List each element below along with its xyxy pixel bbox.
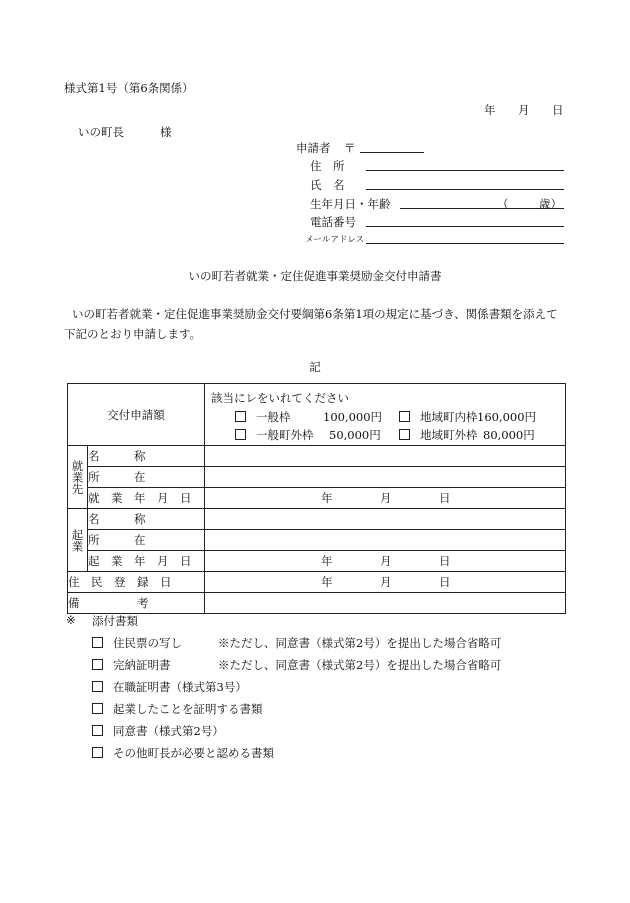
resident-label-cell <box>68 572 205 593</box>
attachment-checkbox[interactable] <box>92 637 103 648</box>
applicant-heading: 申請者 <box>296 141 331 155</box>
remarks-label: 備 考 <box>68 596 149 610</box>
date-year-label: 年 <box>484 103 496 117</box>
employment-date-label: 就 業 年 月 日 <box>88 491 192 505</box>
remarks-label-cell <box>68 593 205 614</box>
startup-location-field[interactable] <box>205 530 566 551</box>
attachment-item <box>92 745 274 761</box>
address-label: 住 所 <box>310 159 345 173</box>
startup-name-field[interactable] <box>205 509 566 530</box>
employment-date-label-cell <box>88 488 205 509</box>
employment-month: 月 <box>380 491 392 505</box>
date-day-label: 日 <box>552 103 564 117</box>
attachment-item <box>92 723 224 739</box>
option-local-in-amount: 160,000円 <box>477 410 537 424</box>
attachment-note: ※ただし、同意書（様式第2号）を提出した場合省略可 <box>218 636 502 650</box>
attachment-label: 起業したことを証明する書類 <box>113 702 263 716</box>
startup-month: 月 <box>380 554 392 568</box>
attachment-label: 住民票の写し <box>113 636 182 650</box>
attachment-item <box>92 701 263 717</box>
phone-label: 電話番号 <box>310 215 356 229</box>
form-number: 様式第1号（第6条関係） <box>64 81 194 95</box>
check-instruction: 該当にレをいれてください <box>211 391 349 405</box>
attachment-note: ※ただし、同意書（様式第2号）を提出した場合省略可 <box>218 658 502 672</box>
option-general-out-checkbox[interactable] <box>235 429 246 440</box>
employment-name-label: 名 称 <box>88 449 146 463</box>
postal-code-field[interactable] <box>360 152 424 153</box>
option-general[interactable] <box>235 409 291 425</box>
option-local-out-checkbox[interactable] <box>399 429 410 440</box>
attachment-item <box>92 657 171 673</box>
employment-year: 年 <box>321 491 333 505</box>
option-general-label: 一般枠 <box>256 410 291 424</box>
employment-group-label: 就業先 <box>68 446 88 509</box>
attachment-item <box>92 679 247 695</box>
attachment-checkbox[interactable] <box>92 725 103 736</box>
postal-mark: 〒 <box>344 141 356 155</box>
birth-age-label: 生年月日・年齢 <box>310 197 391 211</box>
startup-location-label-cell <box>88 530 205 551</box>
amount-label: 交付申請額 <box>107 407 165 422</box>
attachment-item <box>92 635 182 651</box>
startup-date-field[interactable] <box>205 551 566 572</box>
option-local-in-label: 地域町内枠 <box>420 410 478 424</box>
option-local-out-label: 地域町外枠 <box>420 428 478 442</box>
employment-name-label-cell <box>88 446 205 467</box>
startup-name-label-cell <box>88 509 205 530</box>
attachment-label: 完納証明書 <box>113 658 171 672</box>
phone-field[interactable] <box>366 226 564 227</box>
application-table <box>67 383 566 614</box>
option-general-out-amount: 50,000円 <box>329 428 381 442</box>
resident-date-field[interactable] <box>205 572 566 593</box>
address-field[interactable] <box>366 170 564 171</box>
attachments-heading: 添付書類 <box>92 614 138 628</box>
option-general-out-label: 一般町外枠 <box>256 428 314 442</box>
option-local-in-checkbox[interactable] <box>399 411 410 422</box>
startup-location-label: 所 在 <box>88 533 146 547</box>
addressee-name: いの町長 <box>78 125 124 139</box>
email-label: メールアドレス <box>305 235 365 245</box>
option-local-in[interactable] <box>399 409 478 425</box>
attachment-checkbox[interactable] <box>92 703 103 714</box>
employment-location-label-cell <box>88 467 205 488</box>
attachment-label: 同意書（様式第2号） <box>113 724 224 738</box>
employment-location-label: 所 在 <box>88 470 146 484</box>
attachment-checkbox[interactable] <box>92 747 103 758</box>
startup-day: 日 <box>439 554 451 568</box>
employment-location-field[interactable] <box>205 467 566 488</box>
resident-month: 月 <box>380 575 392 589</box>
startup-date-label: 起 業 年 月 日 <box>88 554 192 568</box>
option-general-amount: 100,000円 <box>323 410 383 424</box>
employment-date-field[interactable] <box>205 488 566 509</box>
attachment-checkbox[interactable] <box>92 681 103 692</box>
addressee-honorific: 様 <box>160 125 172 139</box>
resident-day: 日 <box>439 575 451 589</box>
body-line-2: 下記のとおり申請します。 <box>64 327 202 341</box>
startup-group-label: 起業 <box>68 509 88 572</box>
attachment-label: 在職証明書（様式第3号） <box>113 680 247 694</box>
age-open-paren: （ <box>497 197 509 211</box>
attachments-mark: ※ <box>66 613 76 627</box>
employment-day: 日 <box>439 491 451 505</box>
amount-label-cell <box>68 384 205 446</box>
option-general-checkbox[interactable] <box>235 411 246 422</box>
date-month-label: 月 <box>518 103 530 117</box>
resident-registration-label: 住 民 登 録 日 <box>68 575 172 589</box>
name-label: 氏 名 <box>310 178 345 192</box>
resident-year: 年 <box>321 575 333 589</box>
remarks-field[interactable] <box>205 593 566 614</box>
employment-name-field[interactable] <box>205 446 566 467</box>
startup-date-label-cell <box>88 551 205 572</box>
startup-name-label: 名 称 <box>88 512 146 526</box>
body-line-1: いの町若者就業・定住促進事業奨励金交付要綱第6条第1項の規定に基づき、関係書類を添えて <box>72 307 558 321</box>
ki-heading: 記 <box>309 360 321 374</box>
age-close: 歳） <box>539 197 562 211</box>
email-field[interactable] <box>366 243 564 244</box>
option-local-out-amount: 80,000円 <box>483 428 535 442</box>
startup-year: 年 <box>321 554 333 568</box>
option-general-out[interactable] <box>235 427 314 443</box>
attachment-checkbox[interactable] <box>92 659 103 670</box>
document-title: いの町若者就業・定住促進事業奨励金交付申請書 <box>188 269 442 283</box>
name-field[interactable] <box>366 189 564 190</box>
amount-options-cell <box>205 384 566 446</box>
option-local-out[interactable] <box>399 427 478 443</box>
attachment-label: その他町長が必要と認める書類 <box>113 746 274 760</box>
